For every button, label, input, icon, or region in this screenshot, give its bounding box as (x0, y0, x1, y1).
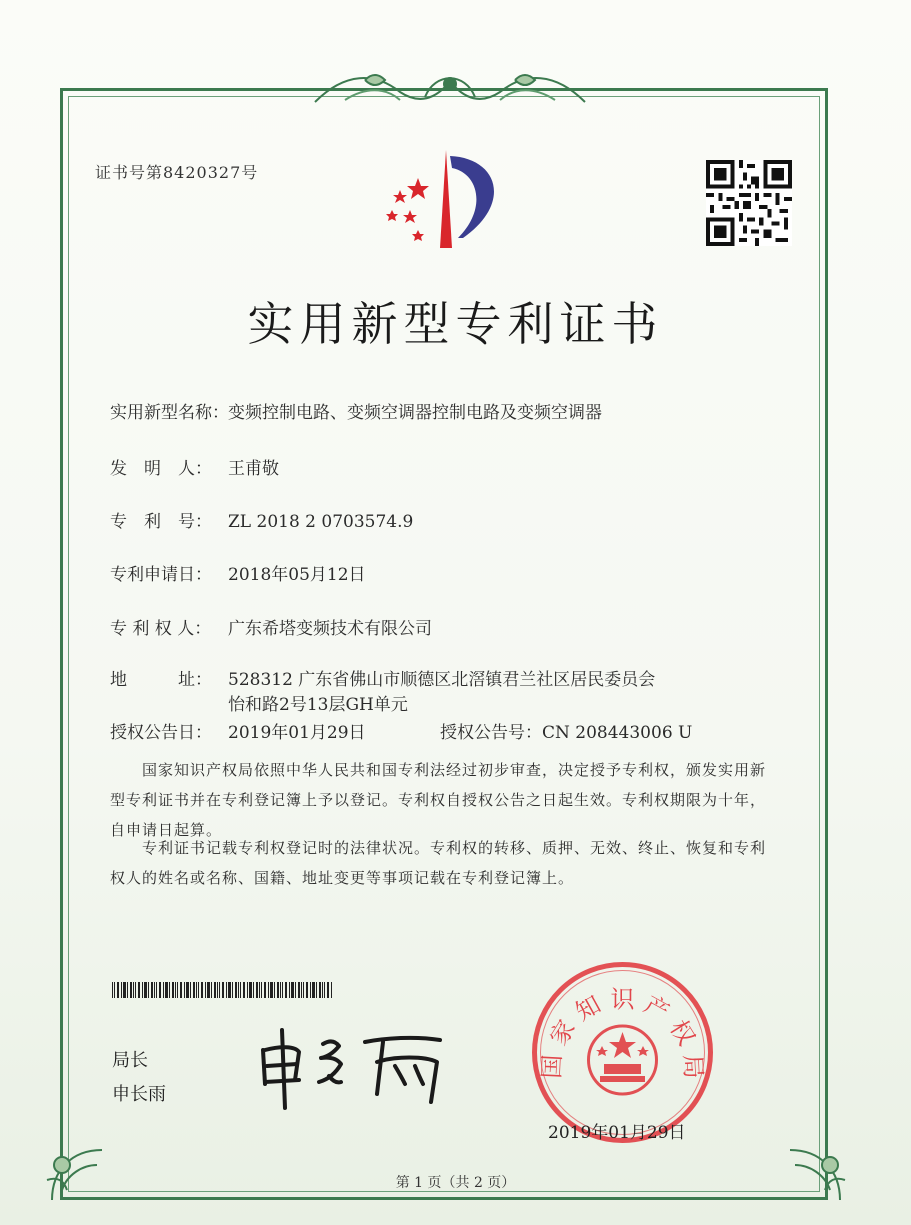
filing-date-label: 专利申请日： (110, 565, 212, 585)
bottom-right-ornament-icon (770, 1130, 850, 1210)
utility-model-name-label: 实用新型名称： (110, 403, 229, 423)
filing-date: 2018年05月12日 (228, 565, 366, 585)
certificate-title: 实用新型专利证书 (247, 297, 664, 351)
inventor-row (110, 454, 279, 479)
page-number: 第 1 页（共 2 页） (395, 1175, 516, 1191)
grant-publication-number: CN 208443006 U (542, 723, 693, 743)
seal-text: 国 家 知 识 产 权 局 (537, 985, 708, 1080)
bottom-left-ornament-icon (42, 1130, 122, 1210)
address-label: 地 址： (110, 670, 212, 690)
grant-publication-label: 授权公告号： (440, 723, 542, 743)
director-title: 局长 (112, 1050, 148, 1071)
patent-number-row (110, 507, 413, 532)
director-name: 申长雨 (112, 1084, 166, 1105)
grant-publication-row (440, 718, 692, 743)
top-ornament-icon (305, 62, 595, 112)
patent-number: ZL 2018 2 0703574.9 (228, 512, 414, 532)
grant-date-row (110, 718, 366, 743)
address-line-1: 528312 广东省佛山市顺德区北滘镇君兰社区居民委员会 (228, 670, 656, 690)
utility-model-name-row (110, 398, 602, 423)
patentee-label: 专 利 权 人： (110, 619, 212, 639)
grant-date: 2019年01月29日 (228, 723, 366, 743)
patentee-row (110, 614, 432, 639)
address-line-2: 怡和路2号13层GH单元 (228, 695, 408, 715)
director-signature (255, 1022, 450, 1112)
patent-number-label: 专 利 号： (110, 512, 212, 532)
seal-date: 2019年01月29日 (548, 1123, 686, 1143)
inventor-label: 发 明 人： (110, 459, 212, 479)
grant-date-label: 授权公告日： (110, 723, 212, 743)
barcode-icon (112, 982, 334, 998)
filing-date-row (110, 560, 366, 585)
qr-code-icon[interactable] (706, 160, 792, 246)
paragraph-legal-status: 专利证书记载专利权登记时的法律状况。专利权的转移、质押、无效、终止、恢复和专利权人的姓名或名称、国籍、地址变更等事项记载在专利登记簿上。 (110, 839, 767, 887)
cnipa-emblem-icon (378, 148, 518, 258)
address-row (110, 665, 655, 690)
utility-model-name: 变频控制电路、变频空调器控制电路及变频空调器 (228, 403, 602, 423)
patentee-value: 广东希塔变频技术有限公司 (228, 619, 432, 639)
certificate-number: 证书号第8420327号 (95, 163, 259, 182)
paragraph-grant-statement: 国家知识产权局依照中华人民共和国专利法经过初步审查，决定授予专利权，颁发实用新型专利证书并在专利登记簿上予以登记。专利权自授权公告之日起生效。专利权期限为十年，自申请日起算。 (110, 761, 767, 839)
inventor-value: 王甫敬 (228, 459, 279, 479)
national-emblem-icon (589, 1026, 657, 1094)
